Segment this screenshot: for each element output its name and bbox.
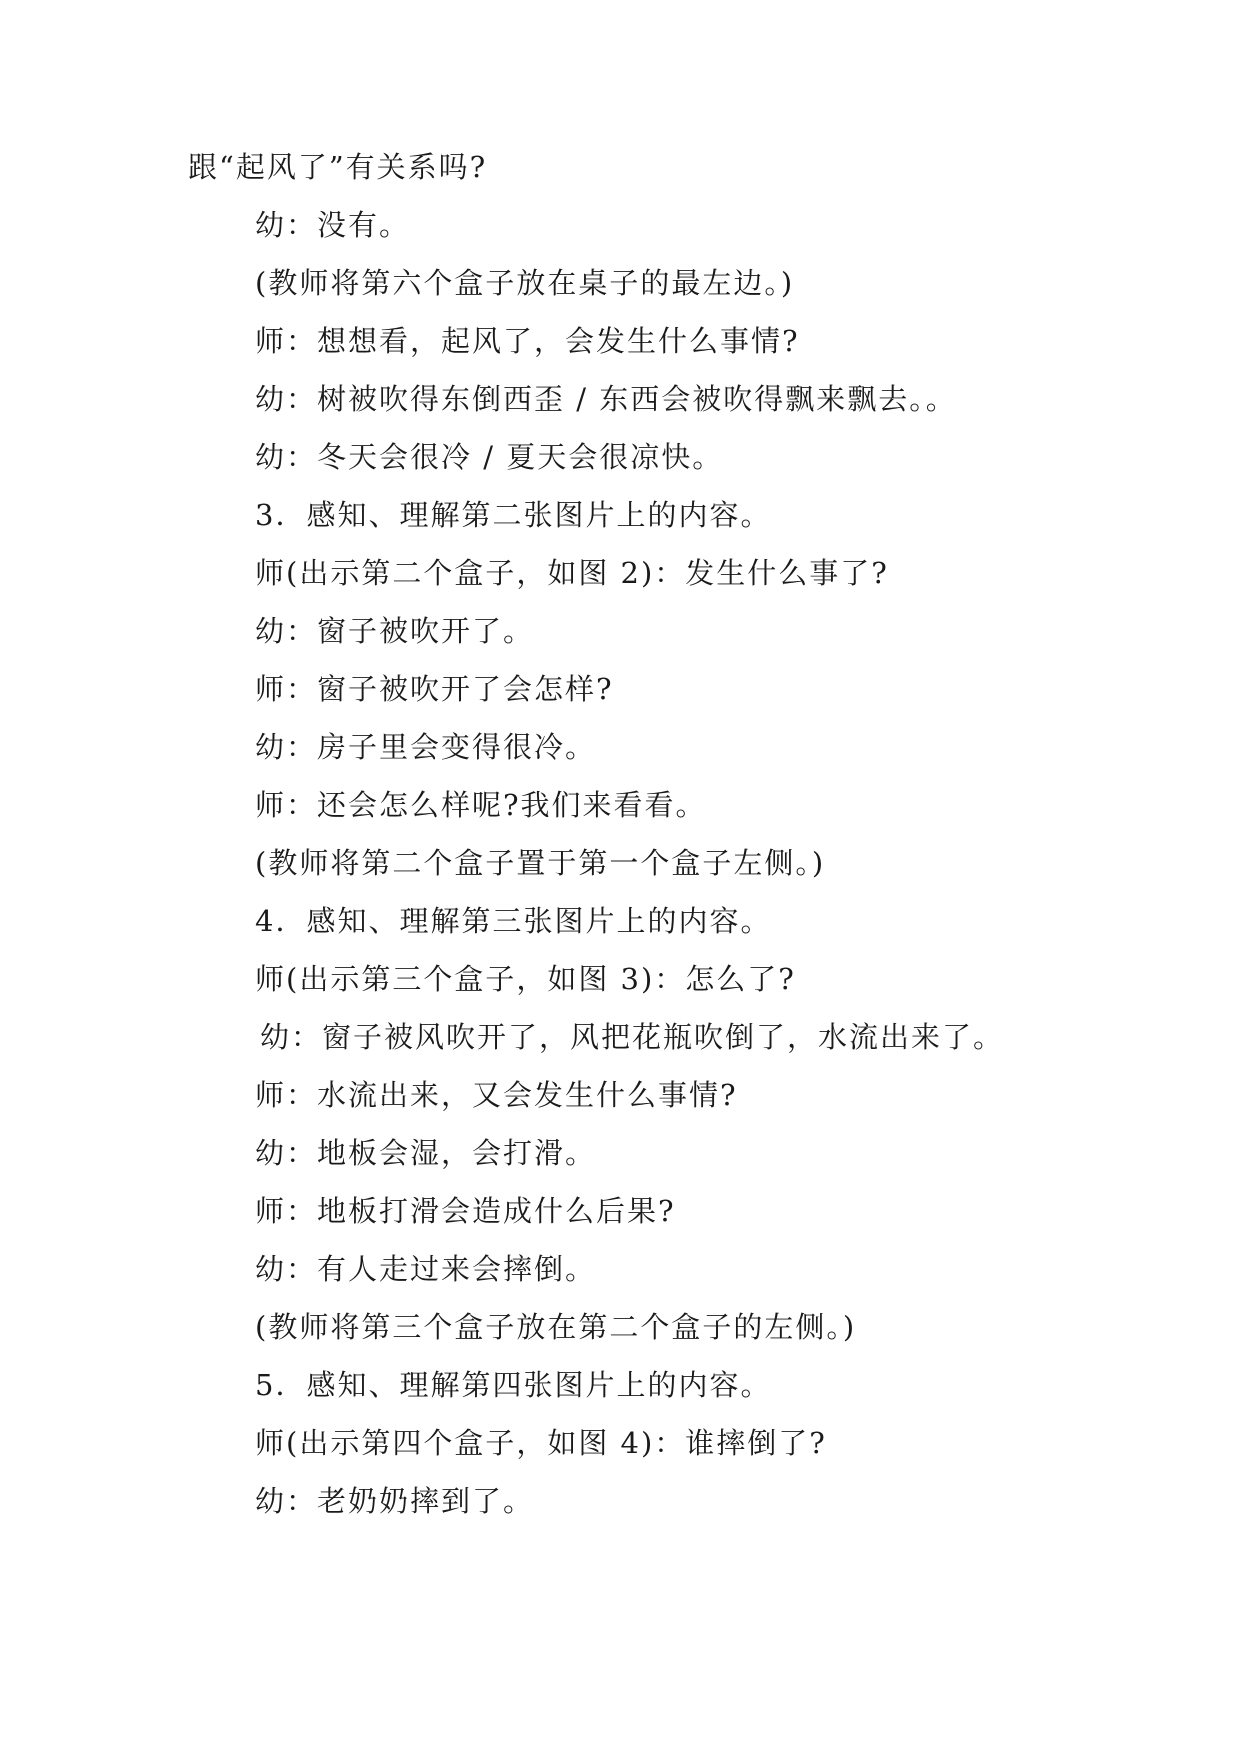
text-line: (教师将第六个盒子放在桌子的最左边。) <box>255 266 795 300</box>
text-line: (教师将第二个盒子置于第一个盒子左侧。) <box>255 846 826 880</box>
text-line: 幼：没有。 <box>255 208 411 242</box>
section-heading: 3．感知、理解第二张图片上的内容。 <box>255 498 772 532</box>
text-line: 幼：窗子被吹开了。 <box>255 614 535 648</box>
text-line: 师：水流出来，又会发生什么事情? <box>255 1078 738 1112</box>
text-line: 师：地板打滑会造成什么后果? <box>255 1194 676 1228</box>
text-line: 幼：窗子被风吹开了，风把花瓶吹倒了，水流出来了。 <box>260 1020 1005 1054</box>
text-line: 师(出示第三个盒子，如图 3)：怎么了? <box>255 962 796 996</box>
text-line: 师：想想看，起风了，会发生什么事情? <box>255 324 800 358</box>
text-line: 师(出示第二个盒子，如图 2)：发生什么事了? <box>255 556 889 590</box>
text-line: 幼：树被吹得东倒西歪 / 东西会被吹得飘来飘去。。 <box>255 382 957 416</box>
text-line: 跟“起风了”有关系吗? <box>188 150 488 184</box>
text-line: 师：还会怎么样呢?我们来看看。 <box>255 788 707 822</box>
text-line: 师：窗子被吹开了会怎样? <box>255 672 614 706</box>
section-heading: 4．感知、理解第三张图片上的内容。 <box>255 904 772 938</box>
section-heading: 5．感知、理解第四张图片上的内容。 <box>255 1368 772 1402</box>
text-line: 幼：老奶奶摔到了。 <box>255 1484 535 1518</box>
text-line: 幼：有人走过来会摔倒。 <box>255 1252 597 1286</box>
text-line: 幼：冬天会很冷 / 夏天会很凉快。 <box>255 440 724 474</box>
text-line: 幼：房子里会变得很冷。 <box>255 730 597 764</box>
text-line: 幼：地板会湿，会打滑。 <box>255 1136 597 1170</box>
text-line: (教师将第三个盒子放在第二个盒子的左侧。) <box>255 1310 857 1344</box>
text-line: 师(出示第四个盒子，如图 4)：谁摔倒了? <box>255 1426 827 1460</box>
